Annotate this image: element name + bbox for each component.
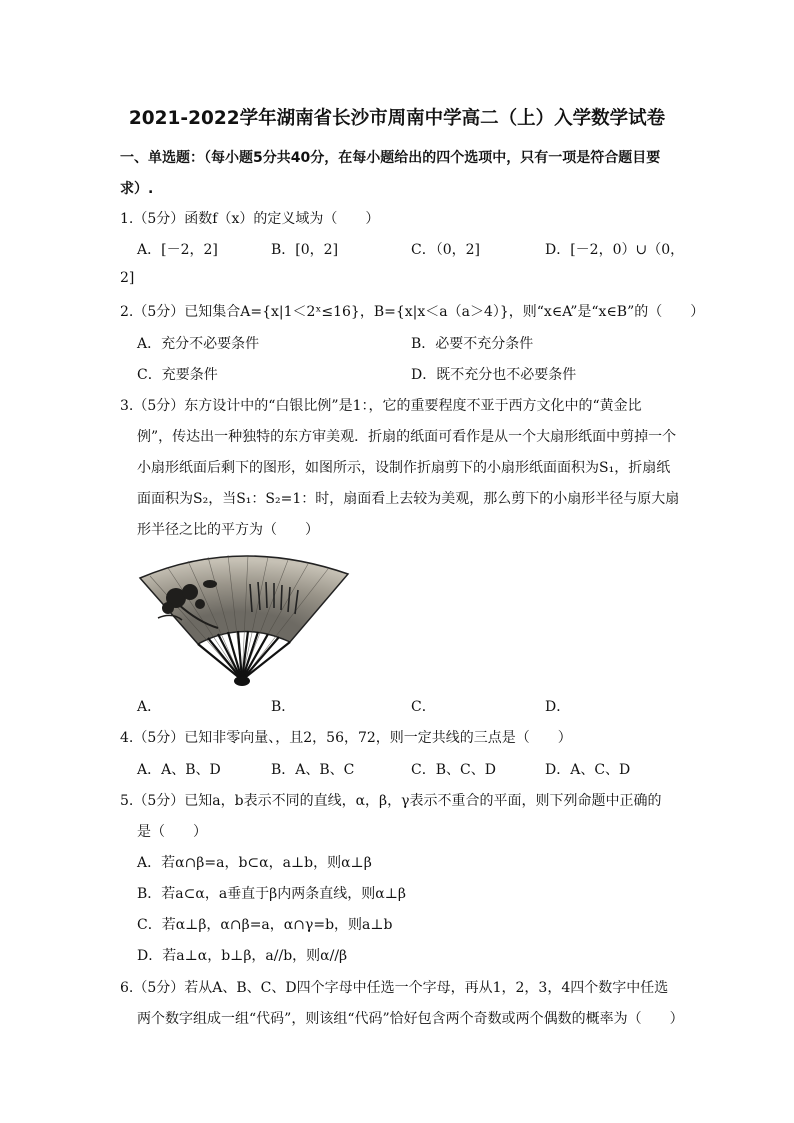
question-1-option-c: C．（0，2] (411, 242, 480, 258)
question-3-line5: 形半径之比的平方为（ ） (137, 522, 319, 538)
question-3-line2: 例”，传达出一种独特的东方审美观．折扇的纸面可看作是从一个大扇形纸面中剪掉一个 (137, 429, 677, 445)
question-5-option-d: D．若a⊥α，b⊥β，a//b，则α//β (137, 948, 348, 964)
question-1-option-a: A．[－2，2] (137, 242, 218, 258)
question-5-line2: 是（ ） (137, 824, 207, 840)
question-1-option-d-wrap: 2] (120, 270, 135, 286)
question-3-option-d: D． (545, 699, 571, 715)
question-2-stem: 2.（5分）已知集合A={x|1＜2ˣ≤16}，B={x|x＜a（a＞4）}，则“x∈A”是“x∈B”的（ ） (120, 304, 705, 320)
question-3-line3: 小扇形纸面后剩下的图形，如图所示，设制作折扇剪下的小扇形纸面面积为S₁，折扇纸 (137, 460, 671, 476)
question-3-option-b: B． (271, 699, 296, 715)
question-5-option-b: B．若a⊂α，a垂直于β内两条直线，则α⊥β (137, 886, 406, 902)
question-3-option-a: A． (137, 699, 162, 715)
question-5-line1: 5.（5分）已知a，b表示不同的直线，α，β，γ表示不重合的平面，则下列命题中正确的 (120, 793, 662, 809)
question-2-option-c: C．充要条件 (137, 367, 218, 383)
question-5-option-a: A．若α∩β=a，b⊂α，a⊥b，则α⊥β (137, 855, 372, 871)
question-1-option-d: D．[－2，0）∪（0， (545, 242, 685, 258)
question-2-option-d: D．既不充分也不必要条件 (411, 367, 577, 383)
section-heading-line1: 一、单选题：（每小题5分共40分，在每小题给出的四个选项中，只有一项是符合题目要 (120, 150, 661, 166)
question-1-option-b: B．[0，2] (271, 242, 339, 258)
question-4-option-c: C．B、C、D (411, 762, 496, 778)
question-6-line2: 两个数字组成一组“代码”，则该组“代码”恰好包含两个奇数或两个偶数的概率为（ ） (137, 1011, 684, 1027)
question-3-option-c: C． (411, 699, 436, 715)
question-6-line1: 6.（5分）若从A、B、C、D四个字母中任选一个字母，再从1，2，3，4四个数字中任选 (120, 980, 669, 996)
question-4-option-b: B．A、B、C (271, 762, 355, 778)
section-heading-line2: 求）. (120, 181, 154, 197)
question-2-option-b: B．必要不充分条件 (411, 336, 534, 352)
question-4-option-a: A．A、B、D (137, 762, 221, 778)
question-5-option-c: C．若α⊥β，α∩β=a，α∩γ=b，则a⊥b (137, 917, 393, 933)
question-4-option-d: D．A、C、D (545, 762, 631, 778)
question-1-stem: 1.（5分）函数f（x）的定义域为（ ） (120, 211, 380, 227)
folding-fan-image (138, 548, 350, 688)
question-3-line4: 面面积为S₂，当S₁：S₂=1：时，扇面看上去较为美观，那么剪下的小扇形半径与原大扇 (137, 491, 680, 507)
page-title: 2021-2022学年湖南省长沙市周南中学高二（上）入学数学试卷 (128, 108, 666, 129)
question-2-option-a: A．充分不必要条件 (137, 336, 260, 352)
question-3-line1: 3.（5分）东方设计中的“白银比例”是1：，它的重要程度不亚于西方文化中的“黄金比 (120, 398, 642, 414)
question-4-stem: 4.（5分）已知非零向量、，且2，56，72，则一定共线的三点是（ ） (120, 730, 572, 746)
